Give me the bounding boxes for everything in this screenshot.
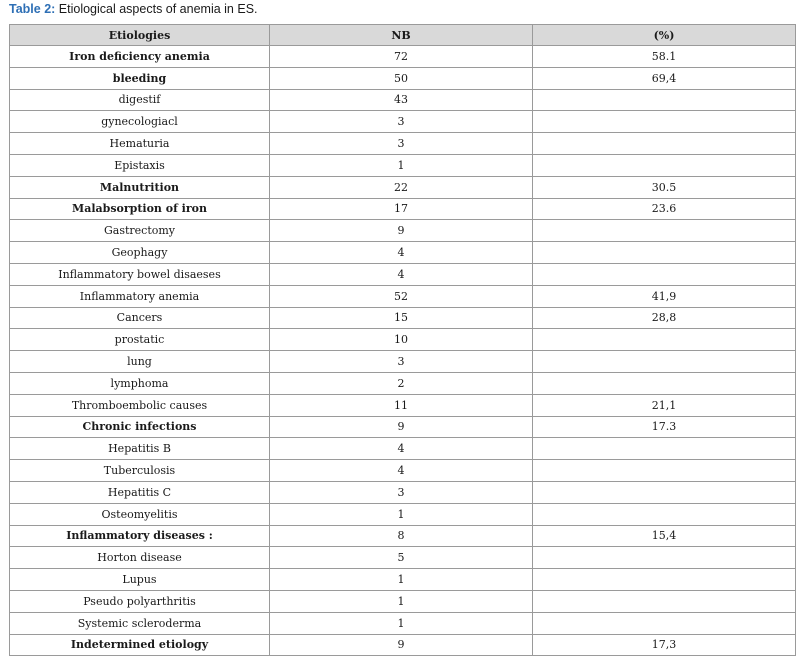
table-row [10,176,796,198]
nb-cell: 72 [270,46,533,68]
percent-cell [533,154,796,176]
table-row [10,220,796,242]
nb-cell: 1 [270,154,533,176]
table-row [10,503,796,525]
percent-cell: 69,4 [533,67,796,89]
etiology-cell: lymphoma [10,372,270,394]
etiology-cell: Hepatitis B [10,438,270,460]
nb-cell: 4 [270,438,533,460]
etiology-cell: Malabsorption of iron [10,198,270,220]
percent-cell [533,89,796,111]
table-row [10,154,796,176]
etiology-cell: Hematuria [10,133,270,155]
etiology-cell: Inflammatory bowel disaeses [10,263,270,285]
etiology-cell: Horton disease [10,547,270,569]
percent-cell [533,263,796,285]
percent-cell: 58.1 [533,46,796,68]
table-row [10,547,796,569]
etiology-cell: Hepatitis C [10,481,270,503]
percent-cell: 28,8 [533,307,796,329]
percent-cell: 15,4 [533,525,796,547]
table-row [10,351,796,373]
percent-cell: 21,1 [533,394,796,416]
percent-cell: 30.5 [533,176,796,198]
column-header-nb: NB [270,25,533,46]
table-row [10,634,796,656]
etiology-cell: Indetermined etiology [10,634,270,656]
table-row [10,394,796,416]
table-header [10,25,796,46]
table-row [10,481,796,503]
nb-cell: 3 [270,481,533,503]
etiology-cell: Gastrectomy [10,220,270,242]
nb-cell: 9 [270,220,533,242]
nb-cell: 3 [270,111,533,133]
table-row [10,569,796,591]
percent-cell [533,481,796,503]
nb-cell: 1 [270,503,533,525]
etiology-cell: Thromboembolic causes [10,394,270,416]
nb-cell: 1 [270,569,533,591]
table-row [10,460,796,482]
nb-cell: 3 [270,351,533,373]
table-row [10,307,796,329]
nb-cell: 43 [270,89,533,111]
etiology-cell: Lupus [10,569,270,591]
etiology-cell: prostatic [10,329,270,351]
etiology-cell: Systemic scleroderma [10,612,270,634]
etiology-cell: gynecologiacl [10,111,270,133]
nb-cell: 3 [270,133,533,155]
nb-cell: 1 [270,612,533,634]
nb-cell: 10 [270,329,533,351]
etiology-cell: Tuberculosis [10,460,270,482]
nb-cell: 11 [270,394,533,416]
table-row [10,198,796,220]
table-caption-label: Table 2: [9,2,56,16]
nb-cell: 9 [270,416,533,438]
table-row [10,133,796,155]
nb-cell: 17 [270,198,533,220]
table-row [10,590,796,612]
percent-cell: 17,3 [533,634,796,656]
nb-cell: 50 [270,67,533,89]
percent-cell: 17.3 [533,416,796,438]
etiology-cell: lung [10,351,270,373]
table-row [10,67,796,89]
etiology-cell: digestif [10,89,270,111]
nb-cell: 22 [270,176,533,198]
nb-cell: 2 [270,372,533,394]
percent-cell [533,351,796,373]
etiology-cell: Osteomyelitis [10,503,270,525]
table-row [10,111,796,133]
table-row [10,612,796,634]
table-row [10,416,796,438]
etiology-cell: bleeding [10,67,270,89]
table-row [10,46,796,68]
table-body [10,46,796,656]
table-row [10,242,796,264]
percent-cell [533,438,796,460]
etiology-cell: Pseudo polyarthritis [10,590,270,612]
nb-cell: 15 [270,307,533,329]
nb-cell: 8 [270,525,533,547]
percent-cell [533,242,796,264]
table-caption-text: Etiological aspects of anemia in ES. [55,2,258,16]
column-header-percent: (%) [533,25,796,46]
table-row [10,285,796,307]
nb-cell: 52 [270,285,533,307]
etiology-cell: Cancers [10,307,270,329]
nb-cell: 9 [270,634,533,656]
header-row [10,25,796,46]
table-row [10,263,796,285]
percent-cell: 23.6 [533,198,796,220]
nb-cell: 4 [270,263,533,285]
percent-cell [533,590,796,612]
table-row [10,372,796,394]
percent-cell: 41,9 [533,285,796,307]
table-row [10,525,796,547]
table-caption [9,2,258,16]
percent-cell [533,547,796,569]
percent-cell [533,503,796,525]
nb-cell: 1 [270,590,533,612]
percent-cell [533,569,796,591]
etiology-cell: Geophagy [10,242,270,264]
etiology-cell: Epistaxis [10,154,270,176]
nb-cell: 4 [270,460,533,482]
percent-cell [533,460,796,482]
etiology-cell: Iron deficiency anemia [10,46,270,68]
table-row [10,438,796,460]
etiology-cell: Inflammatory anemia [10,285,270,307]
percent-cell [533,372,796,394]
table-row [10,329,796,351]
nb-cell: 4 [270,242,533,264]
etiology-table [9,24,796,656]
table-row [10,89,796,111]
percent-cell [533,612,796,634]
etiology-cell: Chronic infections [10,416,270,438]
etiology-cell: Malnutrition [10,176,270,198]
percent-cell [533,133,796,155]
percent-cell [533,220,796,242]
percent-cell [533,111,796,133]
etiology-cell: Inflammatory diseases : [10,525,270,547]
column-header-etiologies: Etiologies [10,25,270,46]
percent-cell [533,329,796,351]
nb-cell: 5 [270,547,533,569]
